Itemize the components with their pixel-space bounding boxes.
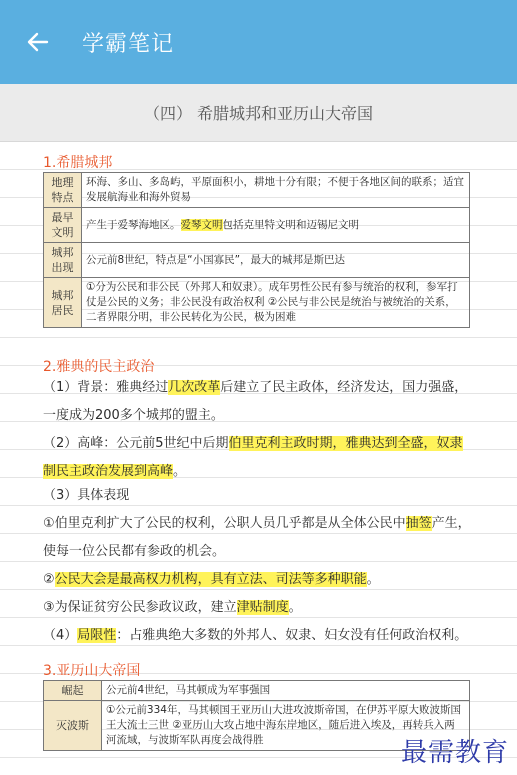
lesson-title: （四） 希腊城邦和亚历山大帝国: [0, 84, 517, 142]
value-text: 产生于爱琴海地区。: [86, 218, 181, 231]
table-row: [44, 243, 470, 278]
back-button[interactable]: [14, 18, 62, 66]
table-key: 城邦出现: [44, 243, 82, 278]
table-value: ①分为公民和非公民（外邦人和奴隶）。成年男性公民有参与统治的权利，参军打仗是公民的义务；非公民没有政治权利 ②公民与非公民是统治与被统治的关系，二者界限分明，非公民转化为公民，极为困难: [82, 278, 470, 328]
text: （4）: [43, 628, 78, 643]
highlighted-text: 局限性: [77, 628, 117, 643]
table-key: 地理特点: [44, 173, 82, 208]
paragraph-limitation: [43, 622, 473, 650]
app-bar: [0, 0, 517, 84]
table-key: 城邦居民: [44, 278, 82, 328]
greek-city-states-table: [43, 172, 470, 328]
highlighted-text: 伯里克利主政时期，雅典达到全盛，奴隶制民主政治发展到高峰: [43, 436, 463, 479]
paragraph-point-1: [43, 510, 473, 566]
table-key: 崛起: [44, 681, 102, 701]
highlighted-text: 爱琴文明: [180, 218, 223, 231]
table-value: 公元前8世纪，特点是“小国寡民”，最大的城邦是斯巴达: [82, 243, 470, 278]
table-value: 公元前4世纪，马其顿成为军事强国: [102, 681, 470, 701]
paragraph-peak: [43, 430, 473, 486]
text: ②: [43, 572, 55, 587]
paragraph-background: [43, 374, 473, 430]
text: （1）背景：雅典经过: [43, 380, 169, 395]
table-key: 最早文明: [44, 208, 82, 243]
note-page[interactable]: [0, 142, 517, 775]
table-value: ①公元前334年，马其顿国王亚历山大进攻波斯帝国，在伊苏平原大败波斯国王大流士三世 ②亚历山大攻占地中海东岸地区，随后进入埃及，再转兵入两河流域，与波斯军队再度会战得胜: [102, 701, 470, 751]
watermark-logo: 最需教育: [400, 738, 509, 768]
highlighted-text: 公民大会是最高权力机构，具有立法、司法等多种职能: [54, 572, 367, 587]
table-value: [82, 208, 470, 243]
table-row: [44, 208, 470, 243]
table-row: [44, 278, 470, 328]
app-title: 学霸笔记: [82, 31, 175, 57]
paragraph-point-2: [43, 566, 473, 594]
text: ：占雅典绝大多数的外邦人、奴隶、妇女没有任何政治权利。: [116, 628, 468, 643]
table-key: 灭波斯: [44, 701, 102, 751]
highlighted-text: 抽签: [405, 516, 432, 531]
text: 。: [288, 600, 302, 615]
text: 。: [173, 464, 187, 479]
text: （2）高峰：公元前5世纪中后期: [43, 436, 229, 451]
table-row: [44, 681, 470, 701]
section-title-athenian-democracy: 2.雅典的民主政治: [43, 359, 155, 375]
text: ③为保证贫穷公民参政议政，建立: [43, 600, 237, 615]
arrow-left-icon: [27, 31, 49, 53]
highlighted-text: 津贴制度: [236, 600, 289, 615]
value-text: 包括克里特文明和迈锡尼文明: [222, 218, 359, 231]
table-row: [44, 173, 470, 208]
paragraph-details-heading: （3）具体表现: [43, 488, 130, 503]
text: ①伯里克利扩大了公民的权利，公职人员几乎都是从全体公民中: [43, 516, 406, 531]
text: 。: [366, 572, 380, 587]
section-title-alexander-empire: 3.亚历山大帝国: [43, 663, 141, 679]
text: 产生，使每一位公民都有参政的机会。: [43, 516, 471, 559]
table-value: 环海、多山、多岛屿，平原面积小，耕地十分有限；不便于各地区间的联系；适宜发展航海业和海外贸易: [82, 173, 470, 208]
paragraph-point-3: [43, 594, 473, 622]
highlighted-text: 几次改革: [168, 380, 221, 395]
section-title-greek-city-states: 1.希腊城邦: [43, 155, 113, 171]
text: 后建立了民主政体，经济发达，国力强盛，一度成为200多个城邦的盟主。: [43, 380, 468, 423]
